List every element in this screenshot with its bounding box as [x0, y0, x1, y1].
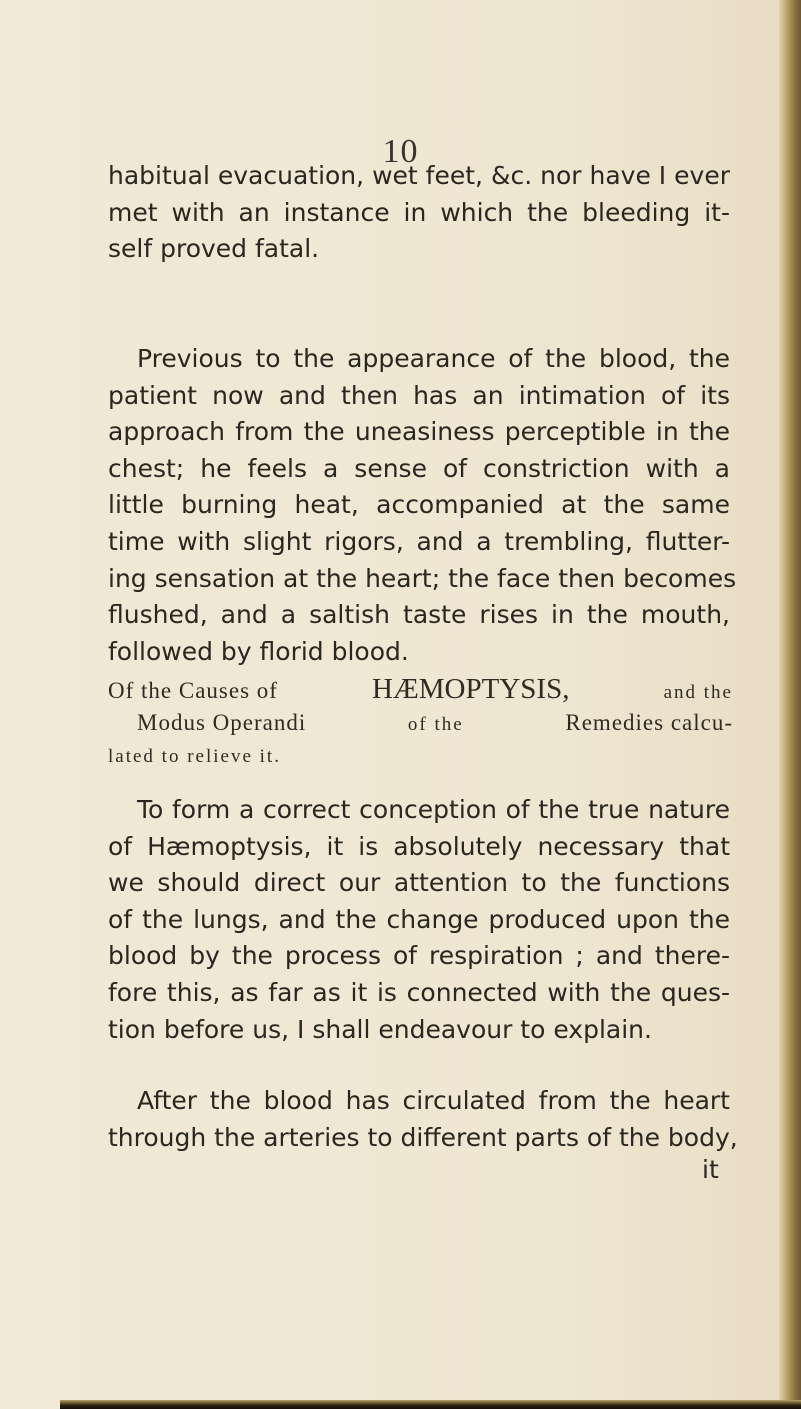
- text-line: tion before us, I shall endeavour to explain.: [108, 1014, 652, 1044]
- heading-line-1: [108, 673, 733, 706]
- paragraph-4: [108, 1083, 738, 1156]
- page-bottom-edge: [60, 1400, 801, 1409]
- text-line: After the blood has circulated from the heart: [137, 1086, 730, 1115]
- text-line: fore this, as far as it is connected with the ques-: [108, 977, 730, 1007]
- text-line: chest; he feels a sense of constriction with a: [108, 453, 730, 483]
- text-line: through the arteries to different parts of the body,: [108, 1122, 738, 1152]
- text-line: little burning heat, accompanied at the same: [108, 490, 730, 520]
- text-line: of the lungs, and the change produced upon the: [108, 904, 730, 934]
- text-line: approach from the uneasiness perceptible in the: [108, 417, 730, 447]
- heading-text: HÆMOPTYSIS,: [372, 673, 570, 705]
- page-binding-edge: [779, 0, 801, 1409]
- heading-text: of the: [407, 714, 464, 735]
- heading-line-2: [108, 710, 733, 736]
- catchword: it: [702, 1155, 719, 1184]
- text-line: flushed, and a saltish taste rises in the mouth,: [108, 600, 730, 630]
- heading-text: Of the Causes of: [108, 678, 278, 703]
- text-line: of Hæmoptysis, it is absolutely necessary that: [108, 831, 730, 861]
- text-line: ing sensation at the heart; the face then becomes: [108, 563, 737, 593]
- heading-text: Remedies calcu-: [565, 710, 733, 735]
- text-line: To form a correct conception of the true nature: [137, 795, 730, 824]
- text-line: time with slight rigors, and a trembling, flutter-: [108, 526, 730, 556]
- section-heading: [108, 673, 733, 768]
- text-line: we should direct our attention to the functions: [108, 868, 730, 898]
- heading-text: and the: [663, 682, 733, 703]
- text-line: blood by the process of respiration ; and there-: [108, 941, 730, 971]
- heading-text: lated to relieve it.: [108, 746, 281, 767]
- page-number: 10: [382, 133, 419, 170]
- text-line: followed by florid blood.: [108, 636, 409, 666]
- paragraph-2: [108, 341, 737, 670]
- text-line: patient now and then has an intimation of its: [108, 380, 730, 410]
- text-line: habitual evacuation, wet feet, &c. nor have I ever: [108, 161, 730, 190]
- text-line: met with an instance in which the bleeding it-: [108, 197, 730, 227]
- paragraph-3: [108, 792, 730, 1048]
- paragraph-1: [108, 158, 730, 268]
- heading-text: Modus Operandi: [137, 710, 307, 735]
- text-line: self proved fatal.: [108, 234, 320, 264]
- text-line: Previous to the appearance of the blood, the: [137, 344, 730, 373]
